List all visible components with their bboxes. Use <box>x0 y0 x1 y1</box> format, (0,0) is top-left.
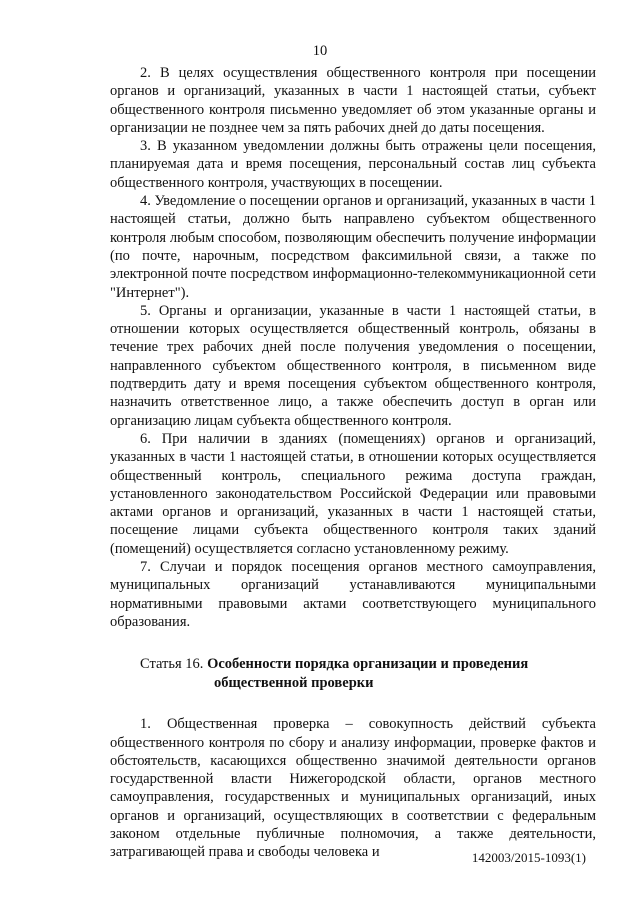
paragraph-4: 4. Уведомление о посещении органов и организаций, указанных в части 1 настоящей статьи, должно быть направлено субъектом общественного контроля любым способом, позволяющим обеспечить получение информации (по почте, нарочным, посредством факсимильной связи, а также по электронной почте посредством информационно-телекоммуникационной сети "Интернет"). <box>110 193 596 301</box>
article-prefix: Статья 16. <box>140 656 204 673</box>
paragraph-3: 3. В указанном уведомлении должны быть отражены цели посещения, планируемая дата и время посещения, персональный состав лиц субъекта общественного контроля, участвующих в посещении. <box>110 138 596 191</box>
document-body <box>110 64 596 862</box>
paragraph-2: 2. В целях осуществления общественного контроля при посещении органов и организаций, указанных в части 1 настоящей статьи, субъект общественного контроля письменно уведомляет об этом указанные органы и организации не позднее чем за пять рабочих дней до даты посещения. <box>110 65 596 136</box>
article-paragraph-1: 1. Общественная проверка – совокупность действий субъекта общественного контроля по сбору и анализу информации, проверке фактов и обстоятельств, касающихся общественно значимой деятельности органов государственной власти Нижегородской области, органов местного самоуправления, государственных и муниципальных организаций, иных органов и организаций, осуществляющих в соответствии с федеральным законом отдельные публичные полномочия, а также деятельности, затрагивающей права и свободы человека и <box>110 716 596 861</box>
paragraph-7: 7. Случаи и порядок посещения органов местного самоуправления, муниципальных организаций устанавливаются муниципальными нормативными правовыми актами соответствующего муниципального образования. <box>110 559 596 630</box>
article-heading <box>140 655 596 693</box>
article-title-line2: общественной проверки <box>214 675 374 692</box>
page-number: 10 <box>312 43 328 59</box>
article-title-line1: Особенности порядка организации и проведения <box>207 656 529 673</box>
document-code: 142003/2015-1093(1) <box>471 850 586 865</box>
paragraph-6: 6. При наличии в зданиях (помещениях) органов и организаций, указанных в части 1 настоящей статьи, в отношении которых осуществляется общественный контроль, специального режима доступа граждан, установленного законодательством Российской Федерации или правовыми актами органов и организаций, указанных в части 1 настоящей статьи, посещение лицами субъекта общественного контроля таких зданий (помещений) осуществляется согласно установленному режиму. <box>110 430 596 557</box>
paragraph-5: 5. Органы и организации, указанные в части 1 настоящей статьи, в отношении которых осуществляется общественный контроль, обязаны в течение трех рабочих дней после получения уведомления о посещении, направленного субъектом общественного контроля, в письменном виде подтвердить дату и время посещения субъектом общественного контроля, назначить ответственное лицо, а также обеспечить доступ в орган или организацию лицам субъекта общественного контроля. <box>110 302 596 429</box>
